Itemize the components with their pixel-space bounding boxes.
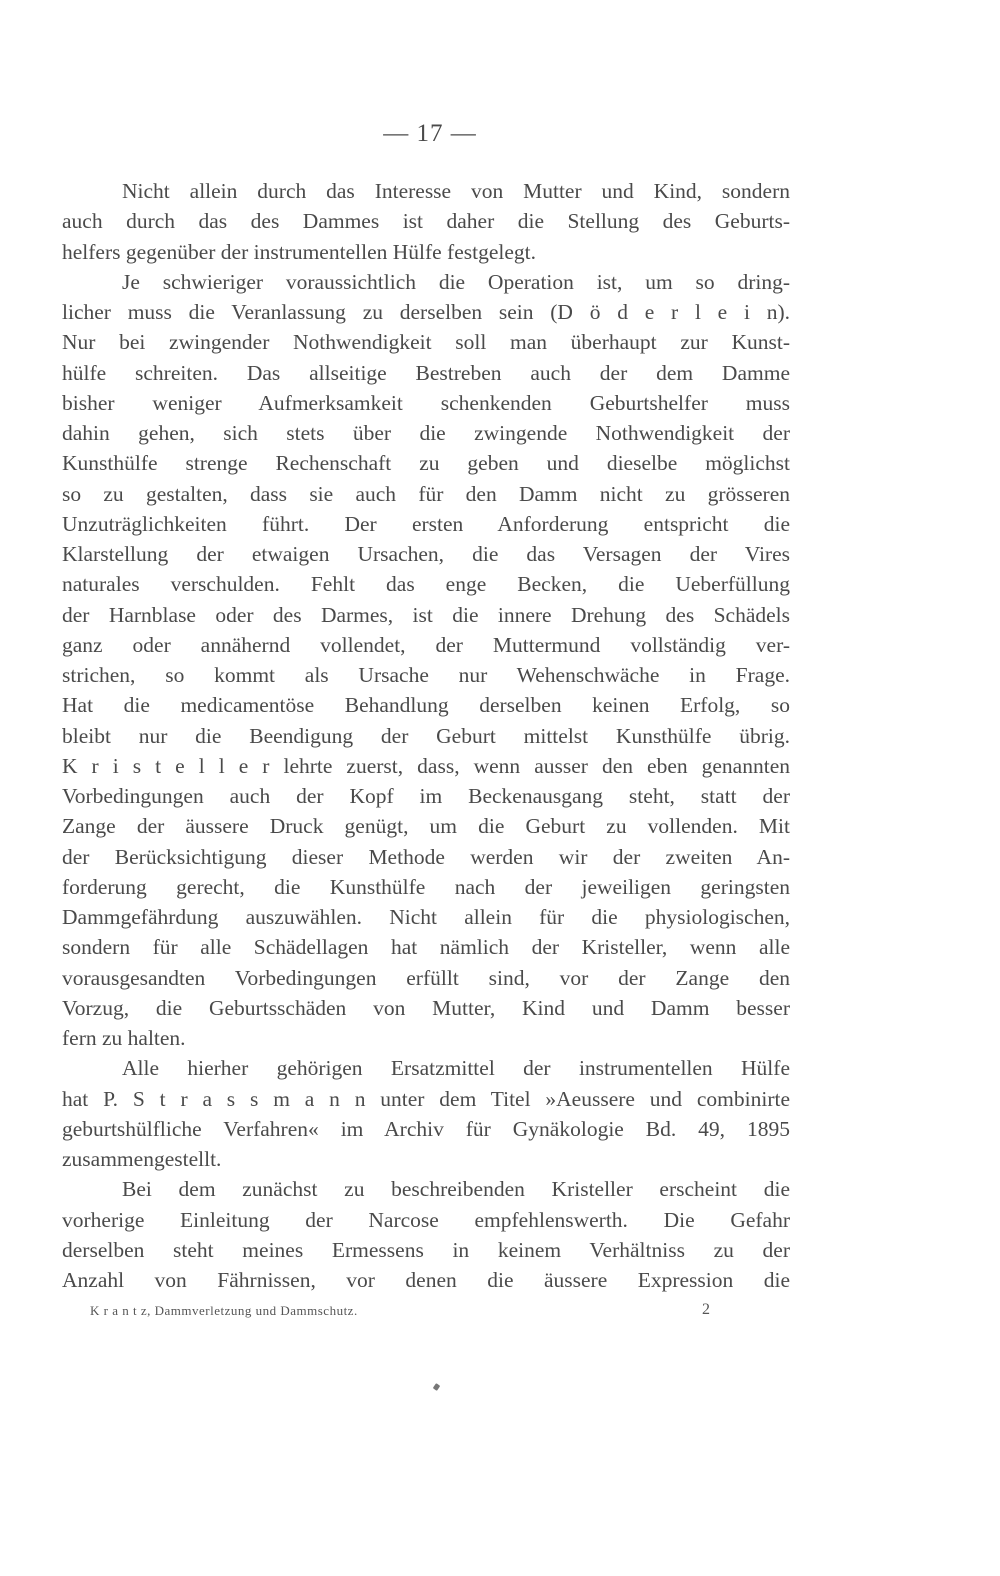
text-line: zusammengestellt. [62,1147,222,1171]
text-line: Dammgefährdung auszuwählen. Nicht allein für die physiologischen, [62,905,790,929]
text-line: bleibt nur die Beendigung der Geburt mittelst Kunsthülfe übrig. [62,723,790,748]
text-line: naturales verschulden. Fehlt das enge Becken, die Ueberfüllung [62,572,790,597]
text-line: hülfe schreiten. Das allseitige Bestreben auch der dem Damme [62,360,790,385]
body-text [62,176,790,1295]
ink-speck [433,1383,441,1391]
text-line: Klarstellung der etwaigen Ursachen, die das Versagen der Vires [62,542,790,566]
text-line: Hat die medicamentöse Behandlung derselben keinen Erfolg, so [62,693,790,718]
text-line: derselben steht meines Ermessens in keinem Verhältniss zu der [62,1237,790,1262]
text-line: Alle hierher gehörigen Ersatzmittel der instrumentellen Hülfe [122,1056,790,1081]
text-line: dahin gehen, sich stets über die zwingende Nothwendigkeit der [62,421,790,445]
text-line: licher muss die Veranlassung zu derselben sein (D ö d e r l e i n). [62,300,790,324]
text-line: Zange der äussere Druck genügt, um die Geburt zu vollenden. Mit [62,814,790,839]
text-line: helfers gegenüber der instrumentellen Hülfe festgelegt. [62,239,537,264]
text-line: der Harnblase oder des Darmes, ist die innere Drehung des Schädels [62,602,790,627]
text-line: K r i s t e l l e r lehrte zuerst, dass, wenn ausser den eben genannten [62,753,790,778]
text-line: bisher weniger Aufmerksamkeit schenkenden Geburtshelfer muss [62,390,790,415]
footer-author-title: K r a n t z, Dammverletzung und Dammschutz. [90,1303,358,1318]
text-line: Unzuträglichkeiten führt. Der ersten Anforderung entspricht die [62,511,790,536]
text-line: Vorbedingungen auch der Kopf im Beckenausgang steht, statt der [62,784,790,808]
page-number: — 17 — [383,120,477,147]
text-line: der Berücksichtigung dieser Methode werden wir der zweiten An- [62,844,790,869]
text-line: Anzahl von Fährnissen, vor denen die äussere Expression die [62,1268,790,1292]
text-line: forderung gerecht, die Kunsthülfe nach der jeweiligen geringsten [62,874,790,899]
text-line: strichen, so kommt als Ursache nur Wehenschwäche in Frage. [62,663,790,687]
page-footer [90,1303,730,1319]
text-line: sondern für alle Schädellagen hat nämlich der Kristeller, wenn alle [62,935,790,960]
text-line: Je schwieriger voraussichtlich die Operation ist, um so dring- [122,269,790,294]
text-line: so zu gestalten, dass sie auch für den Damm nicht zu grösseren [62,481,790,506]
text-line: auch durch das des Dammes ist daher die Stellung des Geburts- [62,209,790,234]
text-line: Kunsthülfe strenge Rechenschaft zu geben und dieselbe möglichst [62,451,790,476]
text-line: ganz oder annähernd vollendet, der Muttermund vollständig ver- [62,632,790,657]
text-line: fern zu halten. [62,1026,186,1050]
text-line: hat P. S t r a s s m a n n unter dem Titel »Aeussere und combinirte [62,1086,790,1111]
text-line: Nur bei zwingender Nothwendigkeit soll man überhaupt zur Kunst- [62,330,790,355]
text-line: vorausgesandten Vorbedingungen erfüllt sind, vor der Zange den [62,965,790,990]
text-line: Bei dem zunächst zu beschreibenden Kristeller erscheint die [122,1177,790,1202]
text-line: geburtshülfliche Verfahren« im Archiv für Gynäkologie Bd. 49, 1895 [62,1116,790,1141]
text-line: Nicht allein durch das Interesse von Mutter und Kind, sondern [122,179,790,203]
text-line: Vorzug, die Geburtsschäden von Mutter, Kind und Damm besser [62,995,790,1020]
text-line: vorherige Einleitung der Narcose empfehlenswerth. Die Gefahr [62,1207,790,1232]
signature-mark: 2 [702,1301,711,1318]
